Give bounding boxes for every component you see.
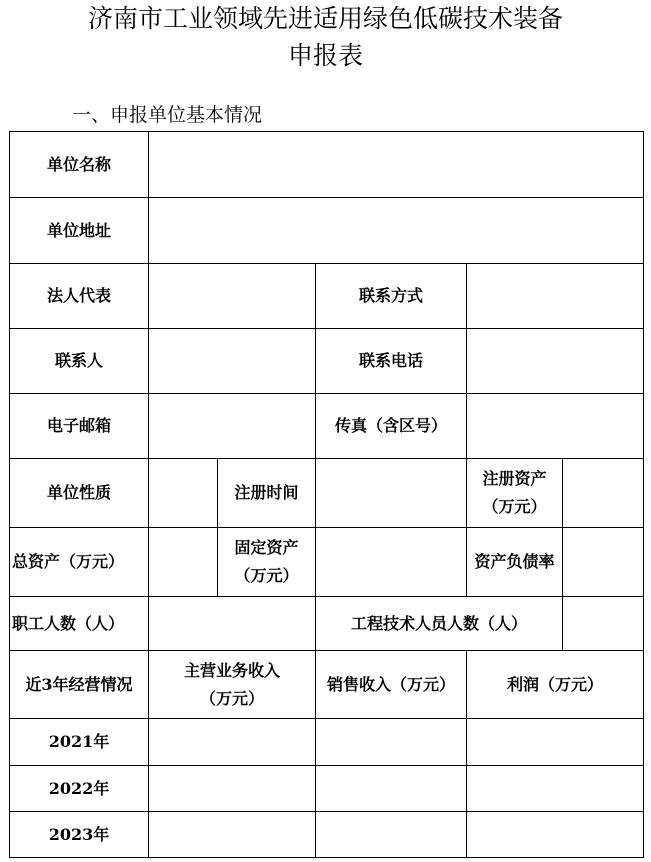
total-assets-field[interactable] [148,527,218,597]
unit-address-field[interactable] [148,197,644,264]
year-2021-label: 2021年 [9,718,149,766]
fax-field[interactable] [466,393,644,459]
reg-time-field[interactable] [315,458,467,528]
sales-revenue-header: 销售收入（万元） [315,650,467,719]
year-2023-label: 2023年 [9,811,149,858]
sales-revenue-2022-field[interactable] [315,765,467,812]
reg-capital-field[interactable] [562,458,644,528]
email-label: 电子邮箱 [9,393,149,459]
legal-rep-label: 法人代表 [9,263,149,329]
main-revenue-header [148,650,316,719]
contact-person-field[interactable] [148,328,316,394]
document-title-line2: 申报表 [287,41,363,70]
reg-time-label: 注册时间 [217,458,316,528]
main-revenue-header-line1: 主营业务收入 [183,660,280,680]
section-heading: 一、申报单位基本情况 [72,104,263,126]
main-revenue-2021-field[interactable] [148,718,316,766]
contact-phone-label: 联系电话 [315,328,467,394]
debt-ratio-field[interactable] [562,527,644,597]
contact-phone-field[interactable] [466,328,644,394]
debt-ratio-label: 资产负债率 [466,527,563,597]
unit-address-label: 单位地址 [9,197,149,264]
fax-label: 传真（含区号） [315,393,467,459]
reg-capital-label [466,458,563,528]
profit-2021-field[interactable] [466,718,644,766]
total-assets-label: 总资产（万元） [9,527,149,597]
year-2022-label: 2022年 [9,765,149,812]
employees-label: 职工人数（人） [9,596,149,651]
unit-name-field[interactable] [148,131,644,198]
contact-method-field[interactable] [466,263,644,329]
profit-header: 利润（万元） [466,650,644,719]
sales-revenue-2023-field[interactable] [315,811,467,858]
document-title-line1: 济南市工业领域先进适用绿色低碳技术装备 [87,4,563,33]
fixed-assets-label-line1: 固定资产 [234,538,299,557]
reg-capital-label-line1: 注册资产 [482,469,547,488]
contact-person-label: 联系人 [9,328,149,394]
employees-field[interactable] [148,596,316,651]
legal-rep-field[interactable] [148,263,316,329]
fixed-assets-label-line2: （万元） [234,566,299,585]
unit-nature-field[interactable] [148,458,218,528]
tech-staff-field[interactable] [562,596,644,651]
fixed-assets-field[interactable] [315,527,467,597]
profit-2022-field[interactable] [466,765,644,812]
sales-revenue-2021-field[interactable] [315,718,467,766]
contact-method-label: 联系方式 [315,263,467,329]
main-revenue-header-line2: （万元） [199,688,264,708]
reg-capital-label-line2: （万元） [482,497,547,516]
profit-2023-field[interactable] [466,811,644,858]
main-revenue-2023-field[interactable] [148,811,316,858]
unit-name-label: 单位名称 [9,131,149,198]
unit-nature-label: 单位性质 [9,458,149,528]
fixed-assets-label [217,527,316,597]
tech-staff-label: 工程技术人员人数（人） [315,596,563,651]
email-field[interactable] [148,393,316,459]
ops-3yr-label: 近3年经营情况 [9,650,149,719]
main-revenue-2022-field[interactable] [148,765,316,812]
